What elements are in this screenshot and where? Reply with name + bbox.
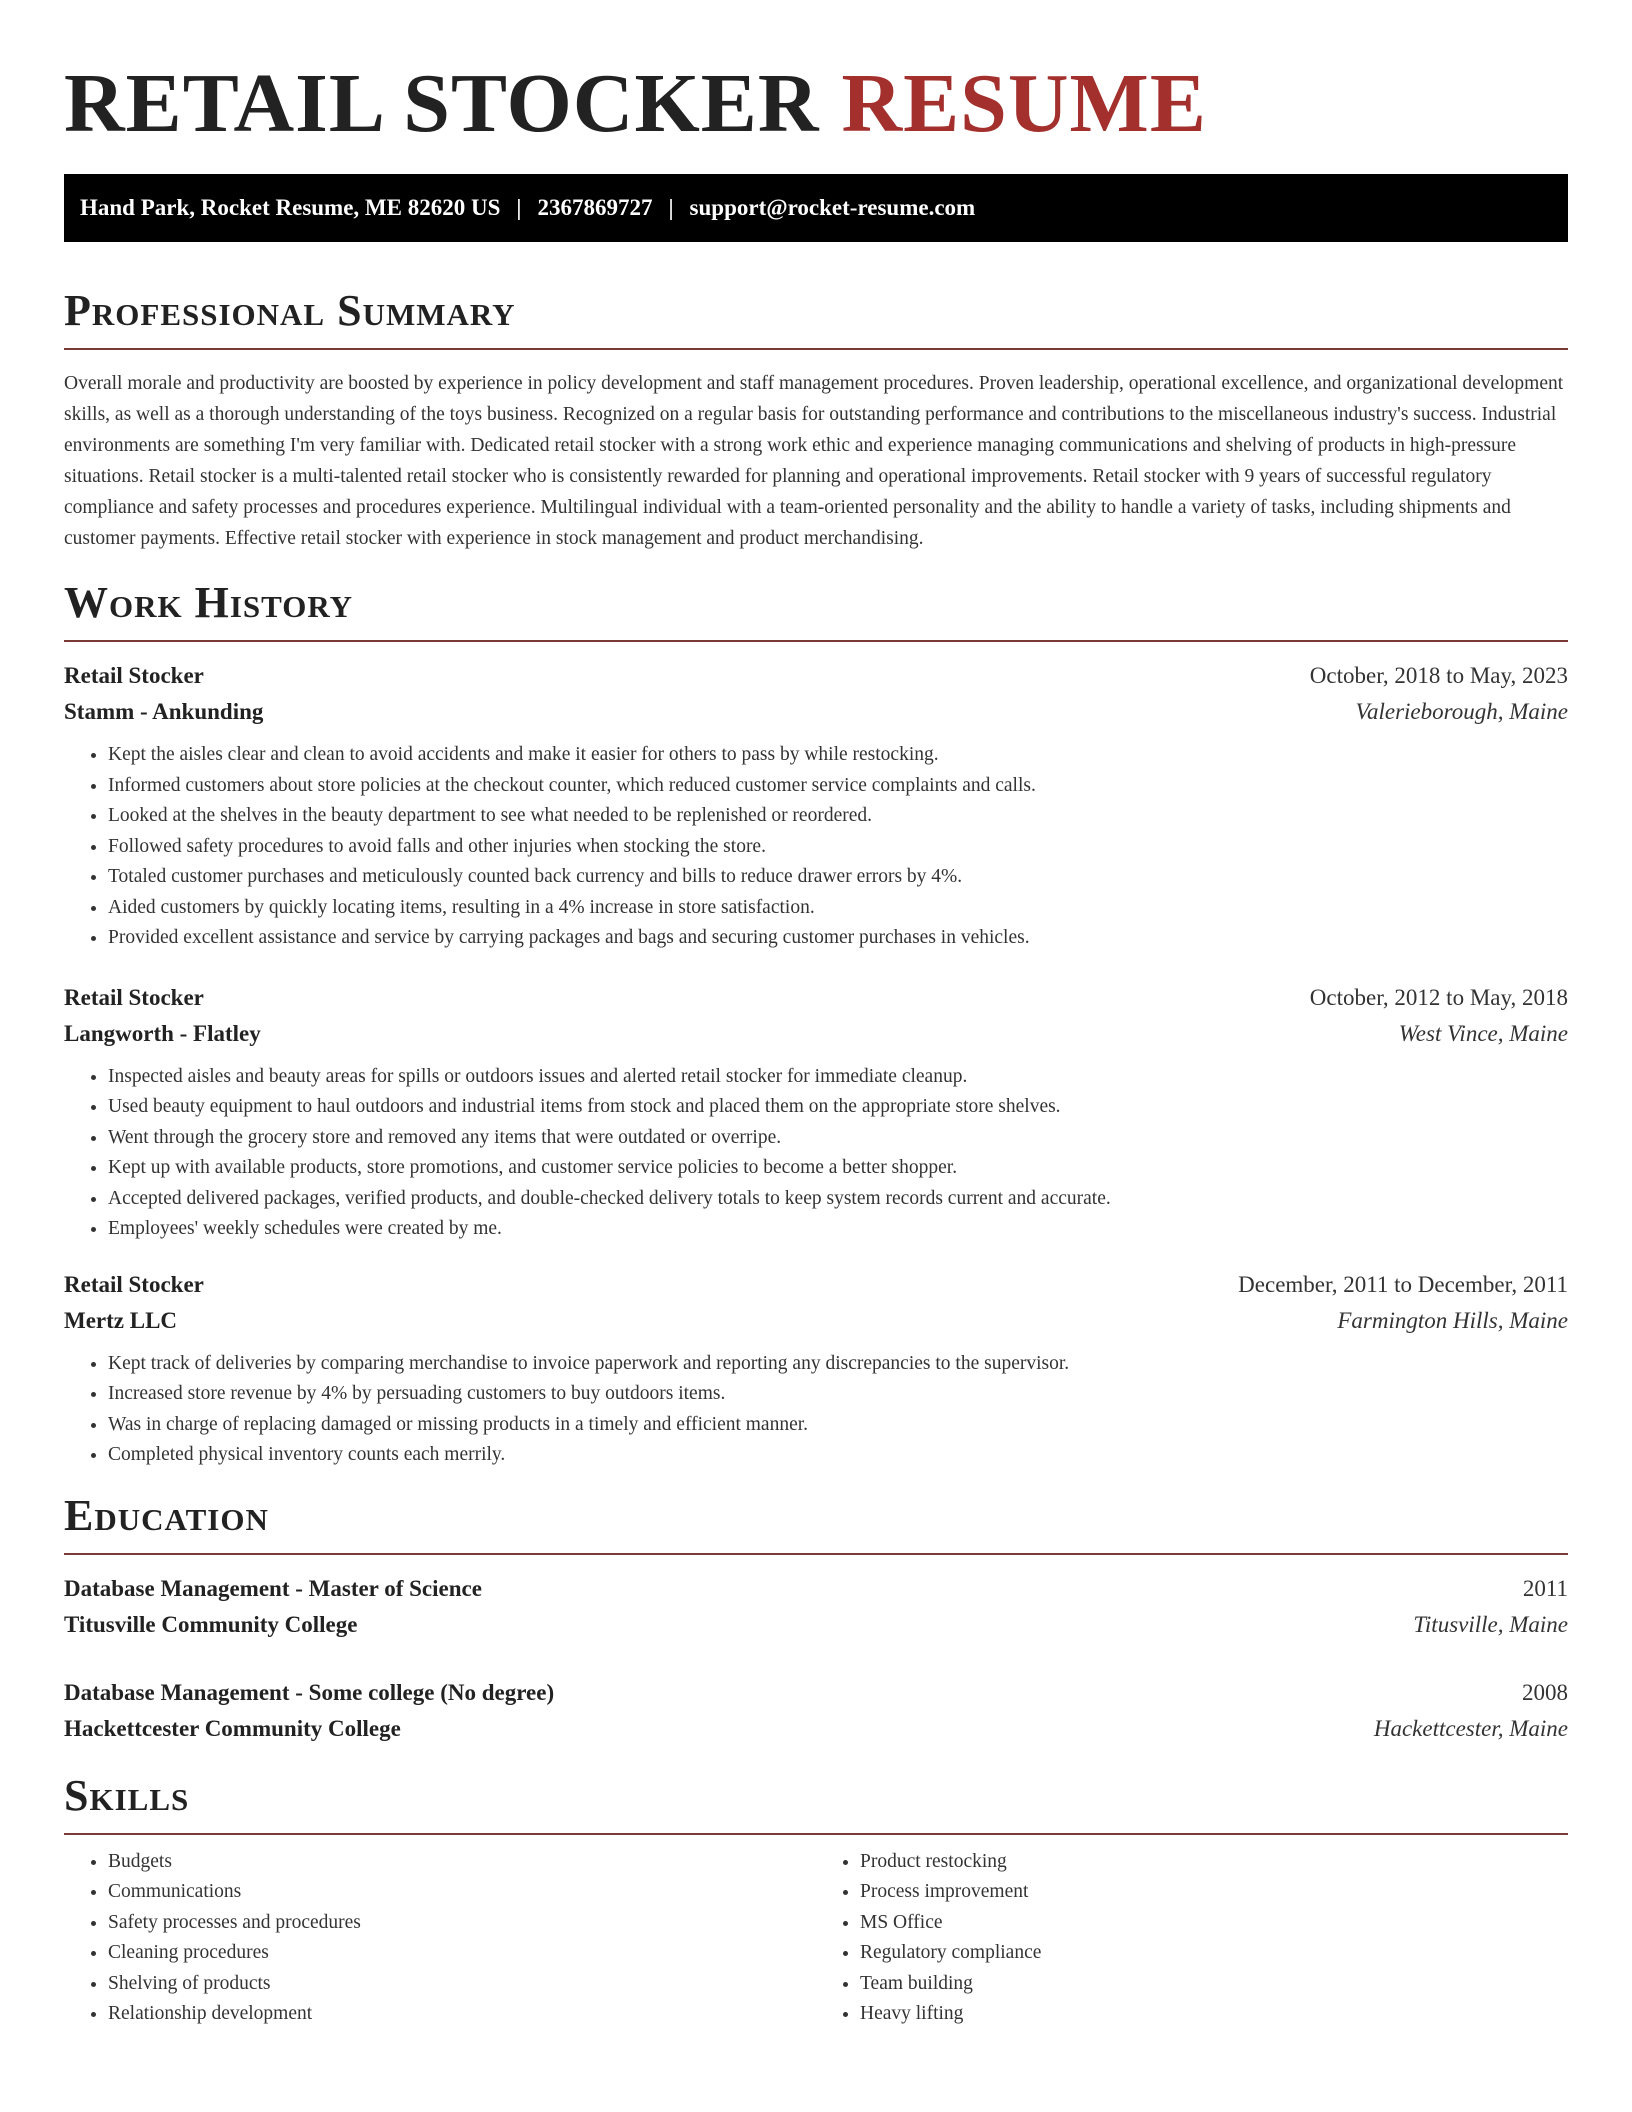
job-dates: October, 2018 to May, 2023 [1309, 663, 1568, 688]
job-bullet: • Accepted delivered packages, verified products, and double-checked delivery totals to keep system records current and accurate. [108, 1184, 1568, 1215]
skills-section [64, 1771, 1568, 2030]
skill-item: • Team building [860, 1969, 1568, 2000]
contact-address: Hand Park, Rocket Resume, ME 82620 US [80, 195, 501, 220]
job-bullet: • Inspected aisles and beauty areas for spills or outdoors issues and alerted retail stocker for immediate cleanup. [108, 1062, 1568, 1093]
skill-item: • Heavy lifting [860, 1999, 1568, 2030]
page-title [64, 0, 1568, 150]
job-bullet: • Kept track of deliveries by comparing merchandise to invoice paperwork and reporting any discrepancies to the supervisor. [108, 1349, 1568, 1380]
education-school-row [64, 1711, 1568, 1747]
job-entry [64, 1267, 1568, 1471]
education-school-row [64, 1607, 1568, 1643]
skill-item: • Shelving of products [108, 1969, 816, 2000]
skill-item: • Communications [108, 1877, 816, 1908]
education-degree-row [64, 1571, 1568, 1607]
job-entry [64, 980, 1568, 1245]
job-bullet: • Was in charge of replacing damaged or missing products in a timely and efficient manner. [108, 1410, 1568, 1441]
skills-grid [64, 1847, 1568, 2030]
job-entry [64, 658, 1568, 954]
skill-item: • Process improvement [860, 1877, 1568, 1908]
skills-list-right [816, 1847, 1568, 2030]
job-bullet: • Provided excellent assistance and service by carrying packages and bags and securing customer purchases in vehicles. [108, 923, 1568, 954]
job-bullet: • Kept the aisles clear and clean to avoid accidents and make it easier for others to pass by while restocking. [108, 740, 1568, 771]
job-bullet: • Employees' weekly schedules were created by me. [108, 1214, 1568, 1245]
summary-section [64, 286, 1568, 554]
job-header-row [64, 980, 1568, 1016]
section-divider [64, 1833, 1568, 1835]
section-heading-skills: Skills [64, 1770, 190, 1820]
section-divider [64, 640, 1568, 642]
job-bullets [64, 1062, 1568, 1245]
skill-item: • Cleaning procedures [108, 1938, 816, 1969]
job-title: Retail Stocker [64, 663, 204, 688]
title-main: RETAIL STOCKER [64, 57, 820, 150]
job-location: Farmington Hills, Maine [1337, 1307, 1568, 1333]
section-divider [64, 348, 1568, 350]
contact-separator: | [668, 195, 674, 220]
job-bullet: • Looked at the shelves in the beauty department to see what needed to be replenished or reordered. [108, 801, 1568, 832]
skill-item: • Relationship development [108, 1999, 816, 2030]
job-location: West Vince, Maine [1398, 1020, 1568, 1046]
education-school: Hackettcester Community College [64, 1715, 401, 1741]
education-location: Titusville, Maine [1413, 1611, 1568, 1637]
section-heading-summary: Professional Summary [64, 286, 516, 335]
section-heading-education: Education [64, 1490, 269, 1540]
contact-bar [64, 174, 1568, 242]
summary-text: Overall morale and productivity are boosted by experience in policy development and staff management procedures. Proven leadership, operational excellence, and organizational development skills, as well as a thorough understanding of the toys business. Recognized on a regular basis for outstanding performance and contributions to the miscellaneous industry's success. Industrial environments are something I'm very familiar with. Dedicated retail stocker with a strong work ethic and experience managing communications and shelving of products in high-pressure situations. Retail stocker is a multi-talented retail stocker who is consistently rewarded for planning and operational improvements. Retail stocker with 9 years of successful regulatory compliance and safety processes and procedures experience. Multilingual individual with a team-oriented personality and the ability to handle a variety of tasks, including shipments and customer payments. Effective retail stocker with experience in stock management and product merchandising. [64, 373, 1564, 549]
job-dates: October, 2012 to May, 2018 [1309, 984, 1568, 1010]
education-school: Titusville Community College [64, 1611, 358, 1637]
skill-item: • Budgets [108, 1847, 816, 1878]
section-divider [64, 1553, 1568, 1555]
job-bullet: • Informed customers about store policies at the checkout counter, which reduced customer service complaints and calls. [108, 771, 1568, 802]
job-bullet: • Totaled customer purchases and meticulously counted back currency and bills to reduce drawer errors by 4%. [108, 862, 1568, 893]
contact-phone: 2367869727 [537, 195, 653, 220]
job-title: Retail Stocker [64, 984, 204, 1010]
education-degree-row [64, 1675, 1568, 1711]
job-header-row [64, 658, 1568, 694]
job-title: Retail Stocker [64, 1271, 204, 1297]
title-accent: RESUME [841, 57, 1207, 150]
education-entry [64, 1675, 1568, 1747]
education-entry [64, 1571, 1568, 1643]
job-bullet: • Aided customers by quickly locating items, resulting in a 4% increase in store satisfaction. [108, 893, 1568, 924]
job-bullet: • Kept up with available products, store promotions, and customer service policies to become a better shopper. [108, 1153, 1568, 1184]
job-bullet: • Increased store revenue by 4% by persuading customers to buy outdoors items. [108, 1379, 1568, 1410]
education-degree: Database Management - Master of Science [64, 1575, 482, 1601]
education-section [64, 1491, 1568, 1747]
skills-list-left [64, 1847, 816, 2030]
job-company: Stamm - Ankunding [64, 699, 264, 724]
job-company-row [64, 1016, 1568, 1052]
section-heading-work: Work History [64, 578, 354, 627]
contact-separator: | [516, 195, 522, 220]
job-bullets [64, 1349, 1568, 1471]
job-bullets [64, 740, 1568, 954]
skill-item: • Product restocking [860, 1847, 1568, 1878]
job-dates: December, 2011 to December, 2011 [1238, 1271, 1568, 1297]
job-company: Langworth - Flatley [64, 1020, 261, 1046]
job-header-row [64, 1267, 1568, 1303]
job-bullet: • Used beauty equipment to haul outdoors and industrial items from stock and placed them on the appropriate store shelves. [108, 1092, 1568, 1123]
job-company-row [64, 694, 1568, 730]
skill-item: • MS Office [860, 1908, 1568, 1939]
contact-email: support@rocket-resume.com [689, 195, 976, 220]
skill-item: • Regulatory compliance [860, 1938, 1568, 1969]
work-section [64, 578, 1568, 1471]
job-location: Valerieborough, Maine [1355, 699, 1568, 724]
education-location: Hackettcester, Maine [1373, 1715, 1568, 1741]
education-degree: Database Management - Some college (No degree) [64, 1679, 555, 1705]
skill-item: • Safety processes and procedures [108, 1908, 816, 1939]
job-bullet: • Completed physical inventory counts each merrily. [108, 1440, 1568, 1471]
job-company: Mertz LLC [64, 1307, 178, 1333]
job-company-row [64, 1303, 1568, 1339]
education-year: 2008 [1522, 1679, 1568, 1705]
job-bullet: • Went through the grocery store and removed any items that were outdated or overripe. [108, 1123, 1568, 1154]
job-bullet: • Followed safety procedures to avoid falls and other injuries when stocking the store. [108, 832, 1568, 863]
education-year: 2011 [1522, 1575, 1568, 1601]
